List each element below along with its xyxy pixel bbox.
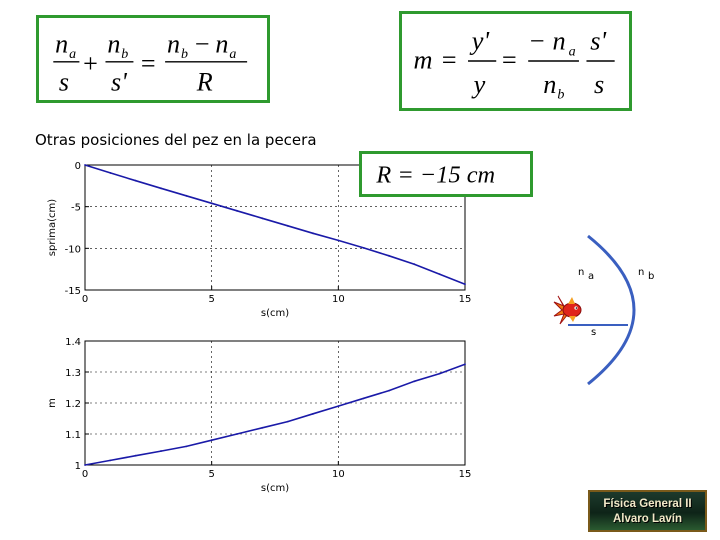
eq-sprime: s' xyxy=(111,67,127,97)
y-tick-label: 1.4 xyxy=(65,337,81,348)
eq-plus: + xyxy=(83,49,98,79)
label-na-sub: a xyxy=(588,271,595,282)
eq-m: m xyxy=(413,45,433,75)
x-tick-label: 5 xyxy=(208,469,215,480)
eq-sprime-2: s' xyxy=(590,26,607,56)
x-axis-label: s(cm) xyxy=(260,483,290,494)
eq-nb: n xyxy=(107,29,121,59)
y-tick-label: -10 xyxy=(64,244,81,256)
y-axis-label: m xyxy=(47,398,58,408)
eq-num-nb-sub: b xyxy=(180,47,188,63)
eq-neg-na-sub: a xyxy=(568,43,576,60)
x-tick-label: 0 xyxy=(81,469,89,480)
eq-y: y xyxy=(473,69,486,99)
label-s: s xyxy=(591,327,597,338)
y-tick-label: 1.2 xyxy=(65,399,81,410)
eq-num-na-sub: a xyxy=(229,47,237,63)
eq-nb-den-sub: b xyxy=(557,86,565,103)
eq-num-nb: n xyxy=(166,29,181,59)
y-tick-label: 1 xyxy=(74,461,81,472)
logo-line-2: Alvaro Lavín xyxy=(612,513,683,525)
label-nb: n xyxy=(638,267,645,278)
eq-nb-sub: b xyxy=(121,47,129,63)
eq-neg-na: − n xyxy=(528,26,566,56)
eq-na: n xyxy=(55,29,69,59)
x-tick-label: 15 xyxy=(458,294,472,305)
course-logo xyxy=(588,490,707,532)
x-tick-label: 10 xyxy=(331,469,345,480)
eq-na-sub: a xyxy=(69,47,77,63)
eq-minus: − xyxy=(194,29,210,59)
eq-equals-2: = xyxy=(501,45,517,75)
eq-equals: = xyxy=(140,49,156,79)
section-subtitle: Otras posiciones del pez en la pecera xyxy=(35,131,317,149)
fish-icon xyxy=(554,296,581,324)
x-tick-label: 0 xyxy=(81,294,89,305)
eq-s-2: s xyxy=(593,69,605,99)
logo-line-1: Física General II xyxy=(603,498,692,510)
eq-equals-1: = xyxy=(441,45,457,75)
eq-yprime: y' xyxy=(471,26,490,56)
eq-nb-den: n xyxy=(543,69,557,99)
y-tick-label: -15 xyxy=(64,286,81,297)
y-tick-label: 1.1 xyxy=(65,430,81,441)
x-tick-label: 10 xyxy=(331,294,345,305)
label-nb-sub: b xyxy=(648,271,655,282)
x-axis-label: s(cm) xyxy=(260,308,290,319)
eq-radius: R = −15 cm xyxy=(376,161,496,189)
y-tick-label: 0 xyxy=(74,161,81,172)
eq-num-na: n xyxy=(215,29,229,59)
eq-R: R xyxy=(196,67,213,97)
y-tick-label: -5 xyxy=(71,202,81,214)
x-tick-label: 5 xyxy=(208,294,215,305)
label-na: n xyxy=(578,267,585,278)
y-axis-label: sprima(cm) xyxy=(47,198,58,257)
spherical-surface xyxy=(588,236,634,384)
eq-s: s xyxy=(58,67,70,97)
y-tick-label: 1.3 xyxy=(65,368,81,379)
x-tick-label: 15 xyxy=(458,469,472,480)
